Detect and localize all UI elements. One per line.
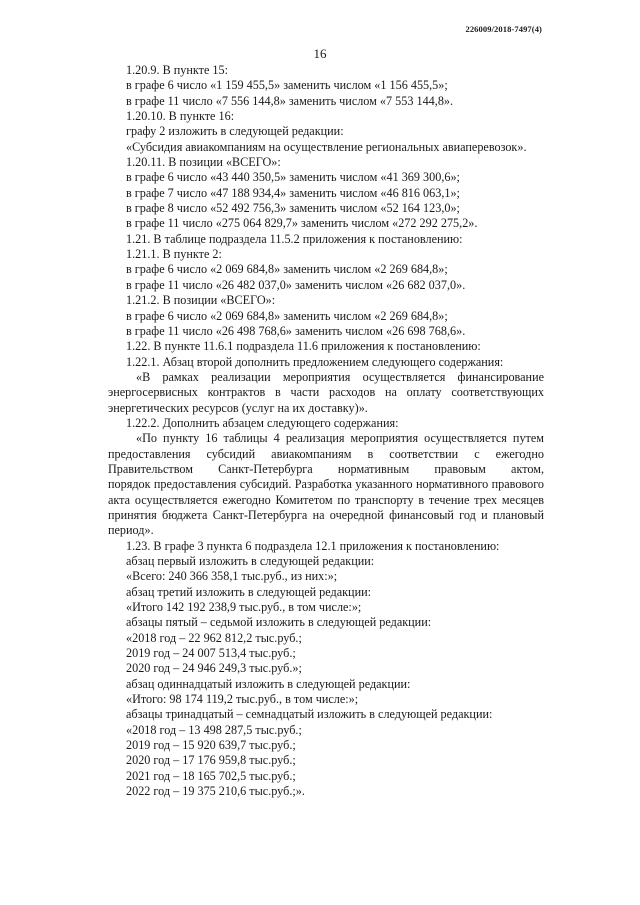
text-line: 2019 год – 15 920 639,7 тыс.руб.; (126, 738, 296, 753)
text-line: абзацы пятый – седьмой изложить в следующей редакции: (126, 615, 432, 630)
text-line: 1.20.10. В пункте 16: (126, 109, 235, 124)
text-line: 2022 год – 19 375 210,6 тыс.руб.;». (126, 784, 305, 799)
text-line: в графе 11 число «275 064 829,7» заменить числом «272 292 275,2». (126, 216, 478, 231)
text-line: «Итого: 98 174 119,2 тыс.руб., в том числе:»; (126, 692, 359, 707)
text-line: Правительством Санкт-Петербурга нормативным правовым актом, (108, 461, 544, 476)
document-body (108, 63, 544, 800)
text-line: 1.22.1. Абзац второй дополнить предложением следующего содержания: (126, 354, 504, 369)
text-line: энергетических ресурсов (услуг на их доставку)». (108, 400, 368, 415)
text-line: в графе 6 число «43 440 350,5» заменить числом «41 369 300,6»; (126, 170, 460, 185)
text-line: 1.21.2. В позиции «ВСЕГО»: (126, 293, 276, 308)
text-line: абзац третий изложить в следующей редакции: (126, 584, 372, 599)
text-line: «В рамках реализации мероприятия осуществляется финансирование (136, 369, 544, 384)
text-line: абзац первый изложить в следующей редакции: (126, 554, 375, 568)
text-line: 1.22.2. Дополнить абзацем следующего содержания: (126, 415, 399, 430)
text-line: предоставления субсидий авиакомпаниям в соответствии с ежегодно (108, 446, 544, 461)
text-line: 1.20.9. В пункте 15: (126, 63, 228, 77)
text-line: акта осуществляется ежегодно Комитетом по транспорту в течение трех месяцев (108, 492, 544, 507)
text-line: «2018 год – 13 498 287,5 тыс.руб.; (126, 722, 302, 737)
text-line: в графе 11 число «7 556 144,8» заменить числом «7 553 144,8». (126, 93, 454, 108)
text-line: в графе 7 число «47 188 934,4» заменить числом «46 816 063,1»; (126, 185, 460, 200)
text-line: 2020 год – 17 176 959,8 тыс.руб.; (126, 753, 296, 768)
text-line: 1.21. В таблице подраздела 11.5.2 приложения к постановлению: (126, 231, 463, 246)
text-line: принятия бюджета Санкт-Петербурга на очередной финансовый год и плановый (108, 507, 544, 522)
text-line: «Итого 142 192 238,9 тыс.руб., в том числе:»; (126, 600, 362, 615)
text-line: 2021 год – 18 165 702,5 тыс.руб.; (126, 768, 296, 783)
text-line: «Субсидия авиакомпаниям на осуществление региональных авиаперевозок». (126, 139, 527, 154)
text-line: «2018 год – 22 962 812,2 тыс.руб.; (126, 630, 302, 645)
text-line: 1.21.1. В пункте 2: (126, 247, 222, 262)
text-line: 1.23. В графе 3 пункта 6 подраздела 12.1 приложения к постановлению: (126, 538, 500, 553)
text-line: энергосервисных контрактов в части расходов на оплату соответствующих (108, 385, 544, 400)
text-line: период». (108, 523, 154, 538)
text-line: абзацы тринадцатый – семнадцатый изложить в следующей редакции: (126, 707, 493, 722)
page-number: 16 (313, 46, 327, 61)
document-number: 226009/2018-7497(4) (465, 24, 542, 34)
text-line: абзац одиннадцатый изложить в следующей редакции: (126, 676, 411, 691)
text-line: 2020 год – 24 946 249,3 тыс.руб.»; (126, 661, 302, 676)
text-line: в графе 6 число «2 069 684,8» заменить числом «2 269 684,8»; (126, 262, 448, 277)
text-line: 2019 год – 24 007 513,4 тыс.руб.; (126, 646, 296, 661)
text-line: порядок предоставления субсидий. Разработка указанного нормативного правового (108, 477, 544, 492)
text-line: «Всего: 240 366 358,1 тыс.руб., из них:»; (126, 569, 338, 584)
text-line: 1.20.11. В позиции «ВСЕГО»: (126, 155, 281, 170)
text-line: «По пункту 16 таблицы 4 реализация мероприятия осуществляется путем (136, 431, 544, 446)
text-line: в графе 8 число «52 492 756,3» заменить числом «52 164 123,0»; (126, 201, 460, 216)
text-line: графу 2 изложить в следующей редакции: (126, 124, 344, 139)
text-line: 1.22. В пункте 11.6.1 подраздела 11.6 приложения к постановлению: (126, 339, 481, 354)
text-line: в графе 11 число «26 482 037,0» заменить числом «26 682 037,0». (126, 277, 466, 292)
text-line: в графе 6 число «2 069 684,8» заменить числом «2 269 684,8»; (126, 308, 448, 323)
text-line: в графе 11 число «26 498 768,6» заменить числом «26 698 768,6». (126, 323, 466, 338)
text-line: в графе 6 число «1 159 455,5» заменить числом «1 156 455,5»; (126, 78, 448, 93)
